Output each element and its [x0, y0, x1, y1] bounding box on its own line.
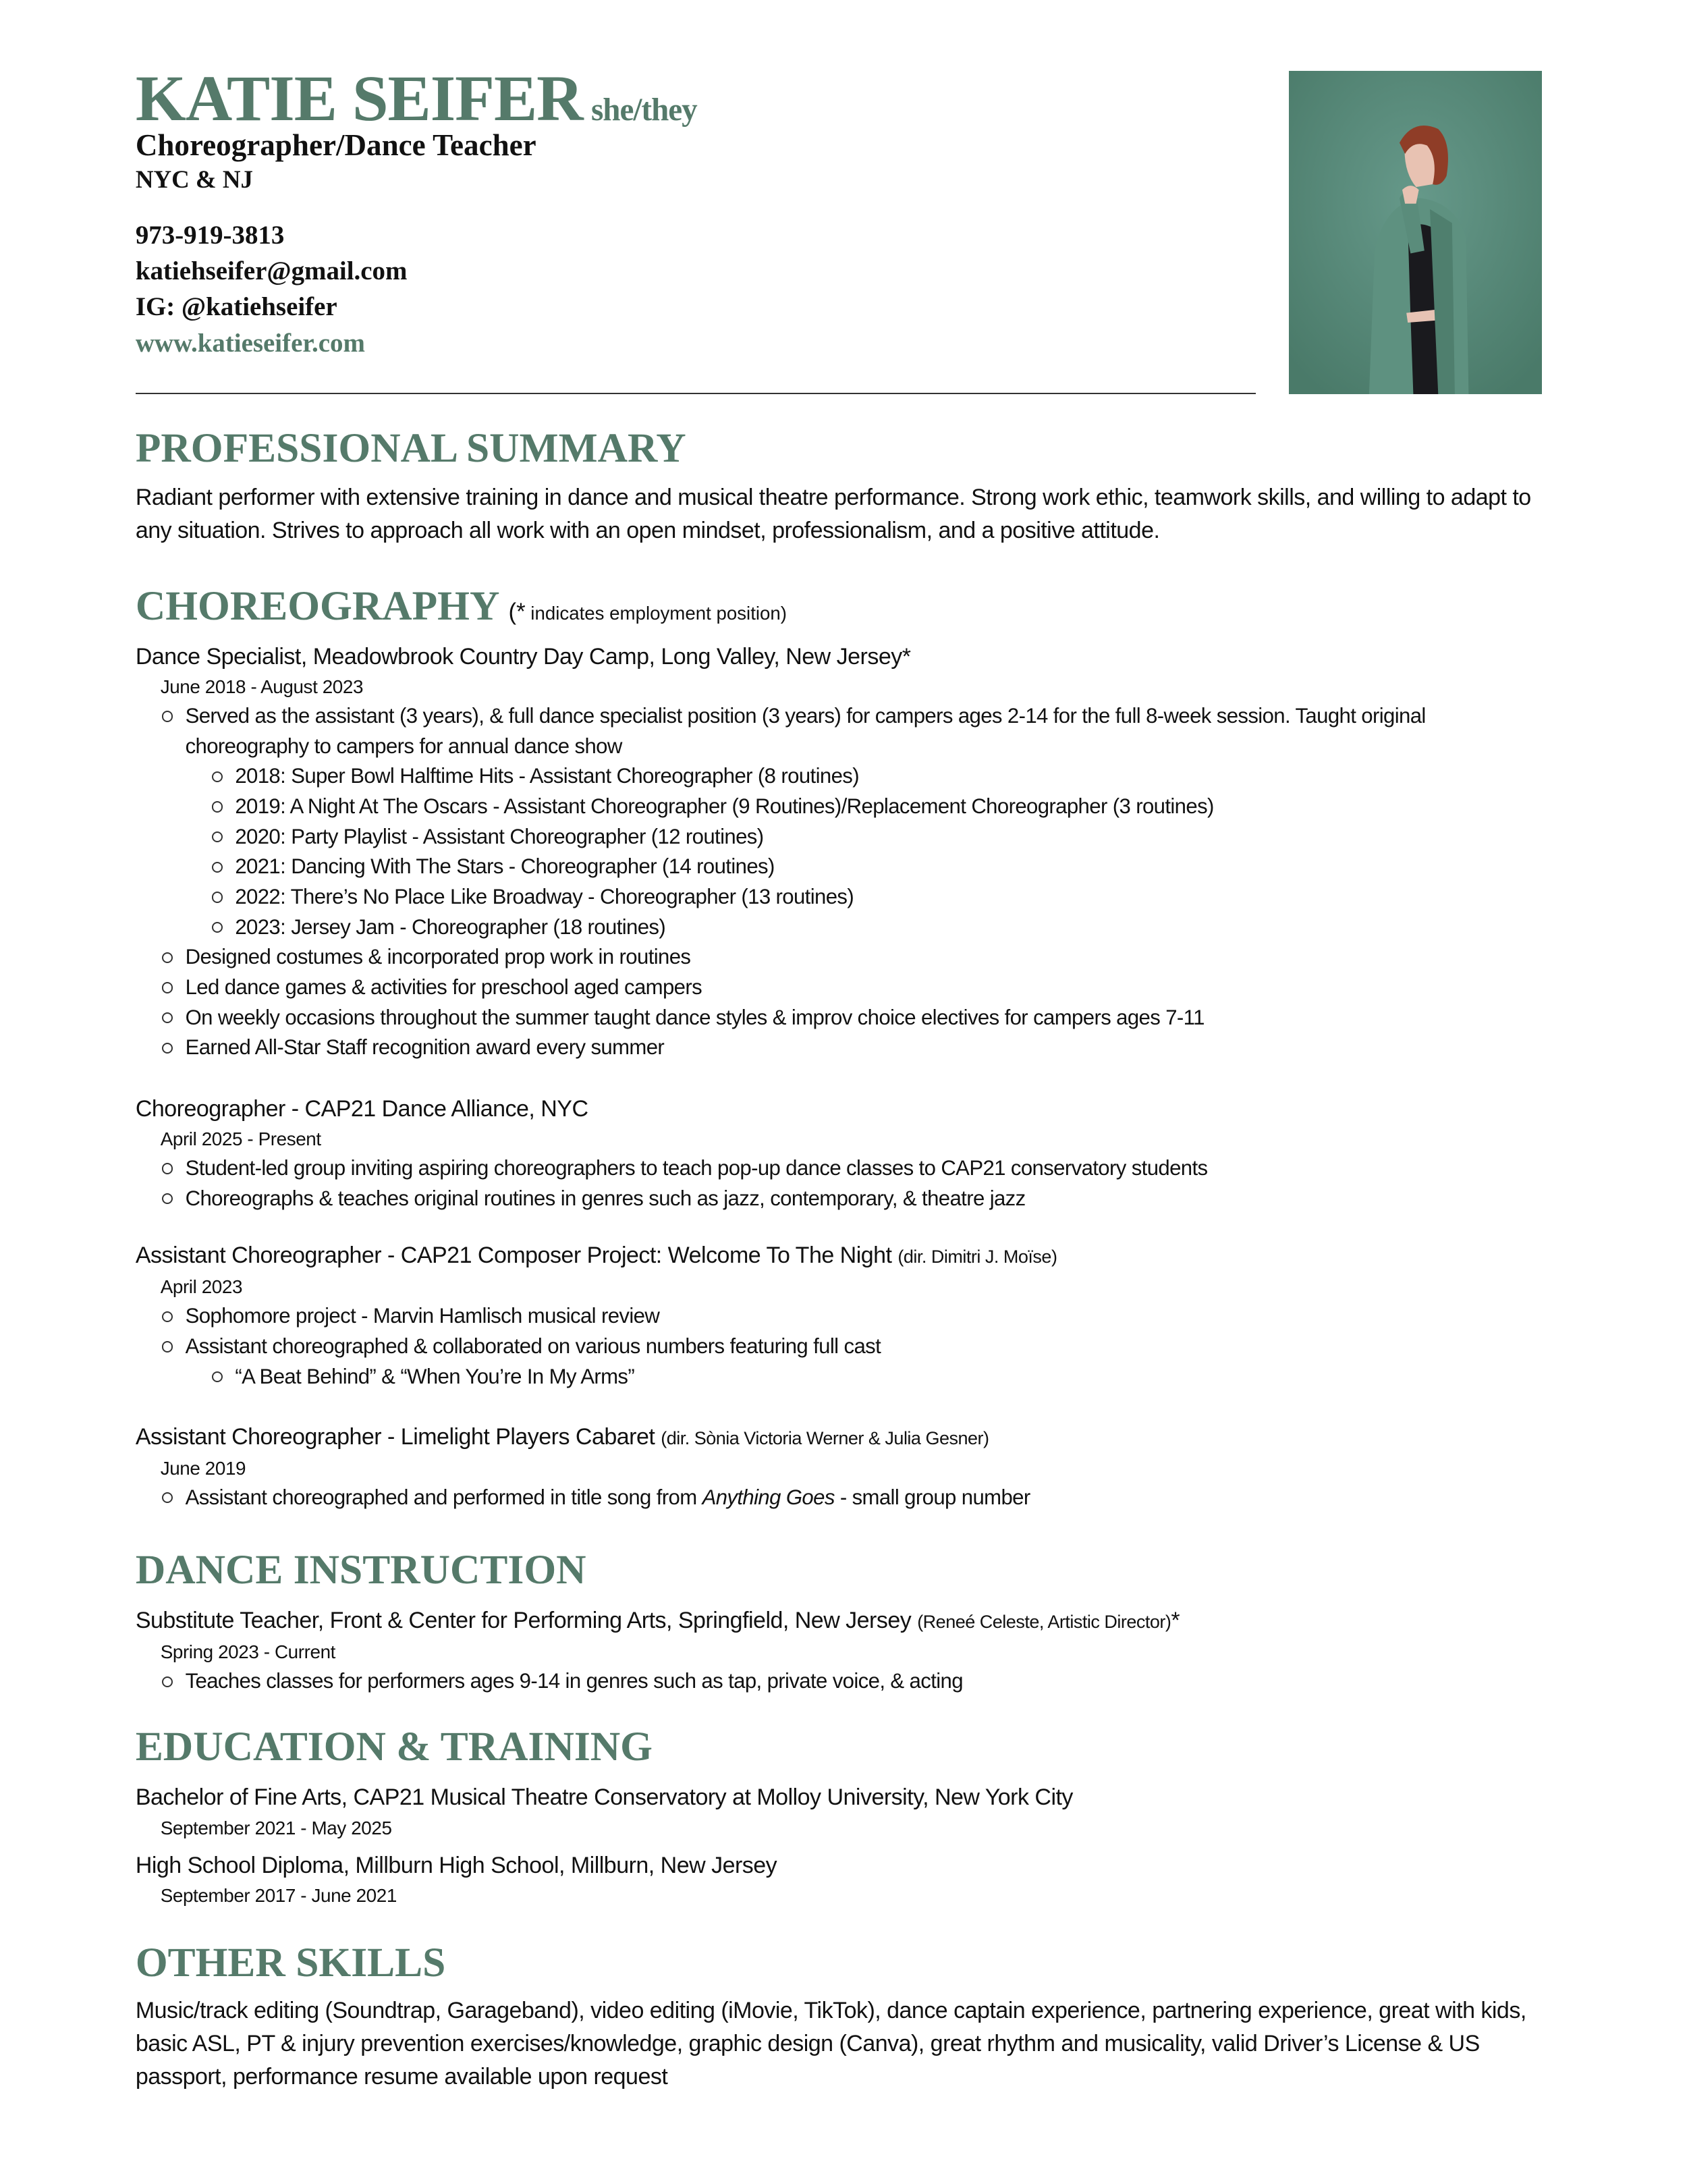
education-entry — [136, 1781, 1532, 1842]
list-item: 2021: Dancing With The Stars - Choreographer (14 routines) — [136, 852, 1532, 882]
list-item: Teaches classes for performers ages 9-14 in genres such as tap, private voice, & acting — [136, 1666, 1532, 1697]
pronouns: she/they — [590, 92, 697, 128]
section-heading-summary: PROFESSIONAL SUMMARY — [135, 425, 686, 472]
job-entry — [136, 1421, 1532, 1513]
list-item: 2020: Party Playlist - Assistant Choreographer (12 routines) — [136, 822, 1532, 852]
header-divider — [136, 393, 1256, 394]
list-item: Student-led group inviting aspiring choreographers to teach pop-up dance classes to CAP21 conservatory students — [136, 1153, 1532, 1184]
director: (Reneé Celeste, Artistic Director) — [917, 1612, 1171, 1633]
director: (dir. Dimitri J. Moïse) — [897, 1247, 1057, 1267]
employment-star: * — [1171, 1608, 1180, 1634]
title-text: Assistant Choreographer - Limelight Players Cabaret — [135, 1423, 655, 1450]
summary-text: Radiant performer with extensive training in dance and musical theatre performance. Strong work ethic, teamwork skills, and willing to adapt to any situation. Strives to approach all work with an open mindset, professionalism, and a positive attitude. — [135, 485, 1531, 544]
list-item — [136, 1483, 1532, 1513]
job-dates: April 2023 — [160, 1276, 243, 1298]
job-entry — [136, 1604, 1532, 1697]
bullet-list — [136, 1301, 1532, 1392]
location: NYC & NJ — [135, 165, 253, 193]
list-item: On weekly occasions throughout the summer taught dance styles & improv choice electives for campers ages 7-11 — [136, 1003, 1532, 1033]
bullet-list — [136, 1153, 1532, 1213]
section-heading-instruction: DANCE INSTRUCTION — [135, 1547, 586, 1593]
list-item: Led dance games & activities for preschool aged campers — [136, 973, 1532, 1003]
headshot-photo — [1289, 71, 1542, 395]
list-item: Earned All-Star Staff recognition award every summer — [136, 1033, 1532, 1063]
note-star: (* — [508, 598, 526, 625]
bullet-list — [136, 1483, 1532, 1513]
instagram-handle: IG: @katiehseifer — [135, 292, 337, 322]
section-heading-education: EDUCATION & TRAINING — [135, 1724, 653, 1770]
degree: High School Diploma, Millburn High School, Millburn, New Jersey — [135, 1852, 777, 1878]
job-entry — [136, 640, 1532, 1063]
education-entry — [136, 1849, 1532, 1910]
job-title — [136, 1421, 1532, 1455]
list-item: Sophomore project - Marvin Hamlisch musical review — [136, 1301, 1532, 1332]
list-item: 2018: Super Bowl Halftime Hits - Assistant Choreographer (8 routines) — [136, 761, 1532, 792]
list-item: Choreographs & teaches original routines in genres such as jazz, contemporary, & theatre jazz — [136, 1184, 1532, 1214]
name-heading — [136, 61, 697, 136]
list-item: Assistant choreographed & collaborated on various numbers featuring full cast — [136, 1332, 1532, 1362]
job-dates: June 2019 — [160, 1457, 246, 1479]
job-title: Choreographer/Dance Teacher — [135, 128, 536, 162]
job-title: Dance Specialist, Meadowbrook Country Day Camp, Long Valley, New Jersey* — [135, 643, 911, 670]
bullet-list — [136, 701, 1532, 1063]
job-dates: April 2025 - Present — [160, 1128, 321, 1150]
list-item: 2023: Jersey Jam - Choreographer (18 routines) — [136, 912, 1532, 943]
title-text: Assistant Choreographer - CAP21 Composer Project: Welcome To The Night — [135, 1243, 892, 1269]
list-item: “A Beat Behind” & “When You’re In My Arms” — [136, 1362, 1532, 1392]
bullet-list — [136, 1666, 1532, 1697]
job-title: Choreographer - CAP21 Dance Alliance, NYC — [135, 1095, 588, 1122]
list-item: 2022: There’s No Place Like Broadway - Choreographer (13 routines) — [136, 882, 1532, 912]
job-entry — [136, 1239, 1532, 1392]
job-dates: Spring 2023 - Current — [160, 1641, 335, 1663]
list-item: 2019: A Night At The Oscars - Assistant Choreographer (9 Routines)/Replacement Choreographer (3 routines) — [136, 792, 1532, 822]
director: (dir. Sònia Victoria Werner & Julia Gesner) — [661, 1427, 989, 1448]
phone: 973-919-3813 — [135, 220, 285, 250]
email-link[interactable]: katiehseifer@gmail.com — [135, 256, 408, 286]
job-entry — [136, 1093, 1532, 1214]
note-text: indicates employment position) — [525, 602, 787, 624]
section-heading-choreography — [136, 582, 787, 630]
job-title — [136, 1239, 1532, 1274]
list-item: Designed costumes & incorporated prop work in routines — [136, 942, 1532, 973]
show-title: Anything Goes — [702, 1485, 835, 1509]
title-text: Substitute Teacher, Front & Center for Performing Arts, Springfield, New Jersey — [135, 1608, 912, 1634]
dates: September 2017 - June 2021 — [160, 1884, 397, 1906]
list-item: Served as the assistant (3 years), & full dance specialist position (3 years) for campers ages 2-14 for the full 8-week session. Taught original choreography to campers for annual dance show — [136, 701, 1532, 761]
heading-text: CHOREOGRAPHY — [135, 582, 499, 629]
text: Assistant choreographed and performed in title song from — [185, 1485, 702, 1509]
name: KATIE SEIFER — [135, 62, 583, 135]
section-heading-skills: OTHER SKILLS — [135, 1939, 446, 1986]
skills-text: Music/track editing (Soundtrap, Garageband), video editing (iMovie, TikTok), dance captain experience, partnering experience, great with kids, basic ASL, PT & injury prevention exercises/knowledge, graphic design (Canva), great rhythm and musicality, valid Driver’s License & US passport, performance resume available upon request — [135, 1997, 1526, 2090]
text: - small group number — [834, 1485, 1030, 1509]
website-link[interactable]: www.katieseifer.com — [135, 328, 365, 358]
employment-note — [508, 598, 787, 625]
job-title — [136, 1604, 1532, 1639]
dates: September 2021 - May 2025 — [160, 1817, 392, 1838]
degree: Bachelor of Fine Arts, CAP21 Musical Theatre Conservatory at Molloy University, New York City — [135, 1784, 1073, 1811]
job-dates: June 2018 - August 2023 — [160, 676, 364, 697]
